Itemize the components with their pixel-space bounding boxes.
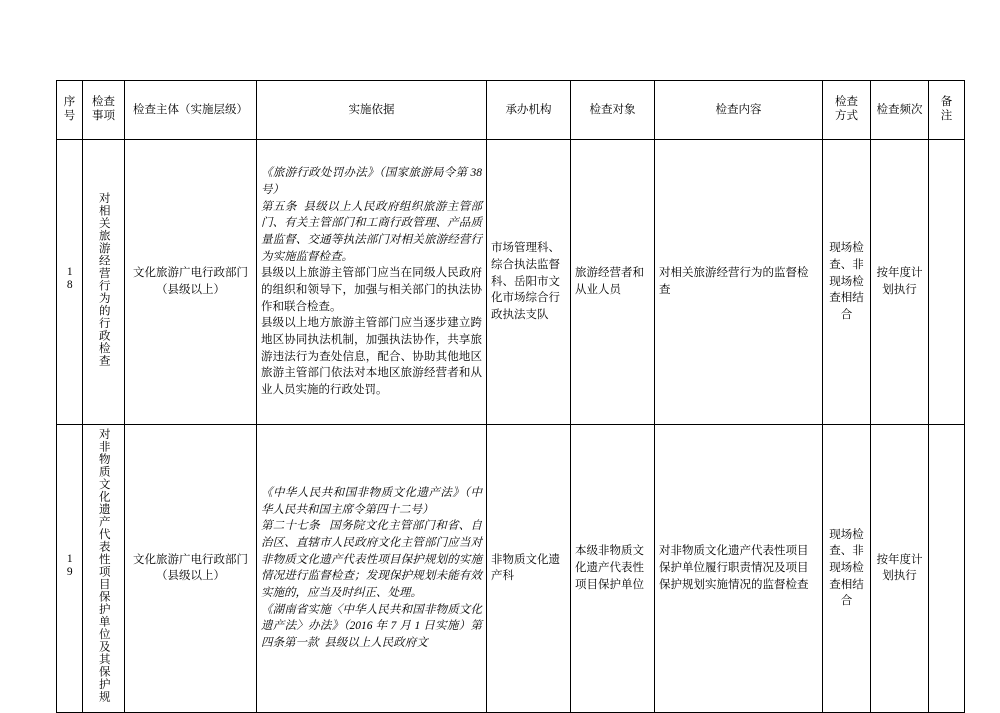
cell-seq: [57, 140, 83, 425]
basis-line: 第五条 县级以上人民政府组织旅游主管部门、有关主管部门和工商行政管理、产品质量监督、交通等执法部门对相关旅游经营行为实施监督检查。: [261, 200, 482, 263]
cell-way: [823, 140, 871, 425]
cell-way: [823, 425, 871, 713]
cell-frequency: [871, 140, 929, 425]
header-subject-label: 检查主体（实施层级）: [133, 103, 248, 116]
cell-subject-value: 文化旅游广电行政部门（县级以上）: [133, 267, 248, 296]
cell-content-value: 对非物质文化遗产代表性项目保护单位履行职责情况及项目保护规划实施情况的监督检查: [659, 545, 809, 591]
header-basis: [257, 81, 487, 140]
header-seq-label: 序号: [63, 95, 76, 122]
header-note-label: 备注: [940, 95, 953, 122]
cell-item: [83, 425, 125, 713]
cell-seq-value: 18: [63, 266, 76, 293]
cell-object-value: 旅游经营者和从业人员: [575, 267, 644, 296]
basis-line: 《旅游行政处罚办法》（国家旅游局令第 38 号）: [261, 167, 485, 196]
cell-way-value: 现场检查、非现场检查相结合: [829, 242, 864, 321]
header-object-label: 检查对象: [589, 103, 636, 116]
cell-frequency-value: 按年度计划执行: [876, 553, 923, 583]
header-way-label: 检查方式: [835, 95, 858, 122]
cell-way-value: 现场检查、非现场检查相结合: [829, 528, 864, 608]
header-org-label: 承办机构: [505, 103, 552, 116]
cell-item: [83, 140, 125, 425]
cell-object: [571, 140, 655, 425]
header-basis-label: 实施依据: [348, 103, 395, 116]
cell-object-value: 本级非物质文化遗产代表性项目保护单位: [575, 545, 644, 591]
inspection-table: [56, 80, 965, 713]
basis-line: 县级以上地方旅游主管部门应当逐步建立跨地区协同执法机制，加强执法协作，共享旅游违法行为查处信息，配合、协助其他地区旅游主管部门依法对本地区旅游经营者和从业人员实施的行政处罚。: [261, 317, 482, 397]
cell-frequency: [871, 425, 929, 713]
basis-line: 《中华人民共和国非物质文化遗产法》（中华人民共和国主席令第四十二号）: [261, 486, 482, 516]
cell-content: [655, 140, 823, 425]
cell-note: [929, 425, 965, 713]
header-org: [487, 81, 571, 140]
cell-org-value: 非物质文化遗产科: [491, 553, 560, 583]
cell-org: [487, 140, 571, 425]
basis-line: 县级以上旅游主管部门应当在同级人民政府的组织和领导下，加强与相关部门的执法协作和联合检查。: [261, 267, 482, 313]
table-header-row: [57, 81, 965, 140]
cell-content: [655, 425, 823, 713]
basis-line: 第二十七条 国务院文化主管部门和省、自治区、直辖市人民政府文化主管部门应当对非物质文化遗产代表性项目保护规划的实施情况进行监督检查；发现保护规划未能有效实施的，应当及时纠正、处理。: [261, 520, 482, 599]
header-item: [83, 81, 125, 140]
cell-item-value: 对非物质文化遗产代表性项目保护单位及其保护规: [97, 428, 110, 703]
cell-org: [487, 425, 571, 713]
table-row: [57, 425, 965, 713]
header-item-label: 检查事项: [92, 95, 115, 122]
cell-note: [929, 140, 965, 425]
cell-content-value: 对相关旅游经营行为的监督检查: [659, 267, 809, 296]
header-way: [823, 81, 871, 140]
cell-org-value: 市场管理科、综合执法监督科、岳阳市文化市场综合行政执法支队: [491, 242, 560, 321]
table-row: [57, 140, 965, 425]
header-content-label: 检查内容: [715, 103, 762, 116]
header-subject: [125, 81, 257, 140]
cell-frequency-value: 按年度计划执行: [876, 267, 923, 296]
cell-object: [571, 425, 655, 713]
header-content: [655, 81, 823, 140]
cell-seq: [57, 425, 83, 713]
cell-basis: [257, 140, 487, 425]
cell-seq-value: 19: [63, 552, 76, 579]
header-object: [571, 81, 655, 140]
header-seq: [57, 81, 83, 140]
header-note: [929, 81, 965, 140]
cell-basis: [257, 425, 487, 713]
cell-subject-value: 文化旅游广电行政部门（县级以上）: [133, 553, 248, 583]
cell-subject: [125, 140, 257, 425]
table-body: [57, 140, 965, 713]
header-frequency: [871, 81, 929, 140]
basis-line: 《湖南省实施〈中华人民共和国非物质文化遗产法〉办法》（2016 年 7 月 1 日实施）第四条第一款 县级以上人民政府文: [261, 603, 482, 650]
header-frequency-label: 检查频次: [876, 103, 923, 116]
inspection-table-wrapper: [56, 80, 964, 713]
cell-item-value: 对相关旅游经营行为的行政检查: [97, 191, 110, 367]
cell-subject: [125, 425, 257, 713]
